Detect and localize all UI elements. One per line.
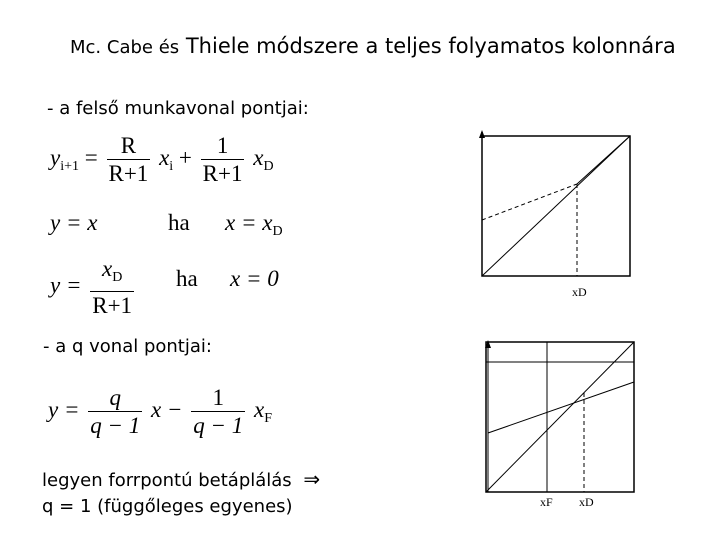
qeq-tail-var: x	[254, 396, 265, 422]
operating-line-diagram	[470, 128, 640, 303]
diagram1-diagonal	[482, 136, 630, 276]
eq1-frac1-num: R	[107, 132, 151, 160]
qeq-frac1-num: q	[88, 384, 142, 412]
eq1-frac2-num: 1	[201, 132, 245, 160]
eq3-condition	[230, 266, 279, 292]
qeq-fraction-1	[88, 384, 142, 439]
feed-note	[42, 466, 320, 520]
implies-arrow-icon: ⇒	[303, 467, 321, 491]
eq1-fraction-1	[107, 132, 151, 187]
qeq-frac1-den: q − 1	[90, 413, 141, 438]
diagram1-axis-arrow-icon	[479, 130, 485, 138]
eq3-cond: x = 0	[230, 266, 279, 291]
qeq-mid: x −	[151, 396, 183, 422]
eq1-lhs-var: y	[50, 144, 61, 170]
q-line-equation	[48, 384, 272, 439]
feed-note-line2: q = 1 (függőleges egyenes)	[42, 496, 293, 517]
eq1-plus: +	[178, 144, 192, 170]
eq3-num-sub: D	[112, 270, 123, 285]
qeq-frac2-den: q − 1	[193, 413, 244, 438]
rectifying-heading: - a felső munkavonal pontjai:	[47, 98, 309, 119]
eq3-num-var: x	[101, 256, 113, 281]
q-line-heading: - a q vonal pontjai:	[43, 336, 212, 357]
eq3-frac-den: R+1	[92, 293, 133, 318]
diagram2-label-xd: xD	[579, 495, 594, 509]
diagram2-label-xf: xF	[540, 495, 553, 509]
rectifying-equation	[50, 132, 274, 187]
eq1-equals: =	[84, 144, 98, 170]
eq1-term2-var: x	[253, 144, 264, 170]
eq1-fraction-2	[201, 132, 245, 187]
diagram1-label-xd: xD	[572, 285, 587, 299]
eq1-lhs-sub: i+1	[60, 158, 80, 174]
eq2-condition	[225, 210, 283, 240]
diagram1-operating-line	[577, 136, 630, 184]
qeq-frac2-num: 1	[191, 384, 245, 412]
rectifying-condition-1	[50, 210, 97, 236]
feed-note-line1: legyen forrpontú betáplálás	[42, 470, 292, 491]
diagram1-operating-line-dashed	[482, 184, 577, 220]
diagram2-operating-line	[488, 382, 634, 433]
title-main: Thiele módszere a teljes folyamatos kolonnára	[185, 34, 676, 58]
q-line-diagram	[478, 338, 638, 513]
eq1-term1-sub: i	[169, 158, 174, 174]
title-prefix: Mc. Cabe és	[70, 37, 180, 58]
page-title	[70, 34, 676, 58]
eq3-ha: ha	[176, 266, 198, 291]
eq1-term1-var: x	[159, 144, 170, 170]
eq3-frac-num	[90, 255, 134, 292]
qeq-lhs: y =	[48, 396, 80, 422]
eq1-frac2-den: R+1	[202, 161, 243, 186]
eq2-ha: ha	[168, 210, 190, 235]
eq2-lhs: y = x	[50, 210, 98, 235]
rectifying-condition-2	[50, 255, 137, 319]
eq3-fraction	[90, 255, 134, 319]
eq1-frac1-den: R+1	[108, 161, 149, 186]
eq2-cond-var: x = x	[225, 210, 273, 235]
eq1-term2-sub: D	[263, 158, 274, 174]
eq2-cond-sub: D	[272, 224, 283, 239]
eq3-lhs: y =	[50, 272, 82, 298]
qeq-fraction-2	[191, 384, 245, 439]
qeq-tail-sub: F	[264, 410, 273, 426]
diagram2-diagonal	[486, 342, 634, 492]
